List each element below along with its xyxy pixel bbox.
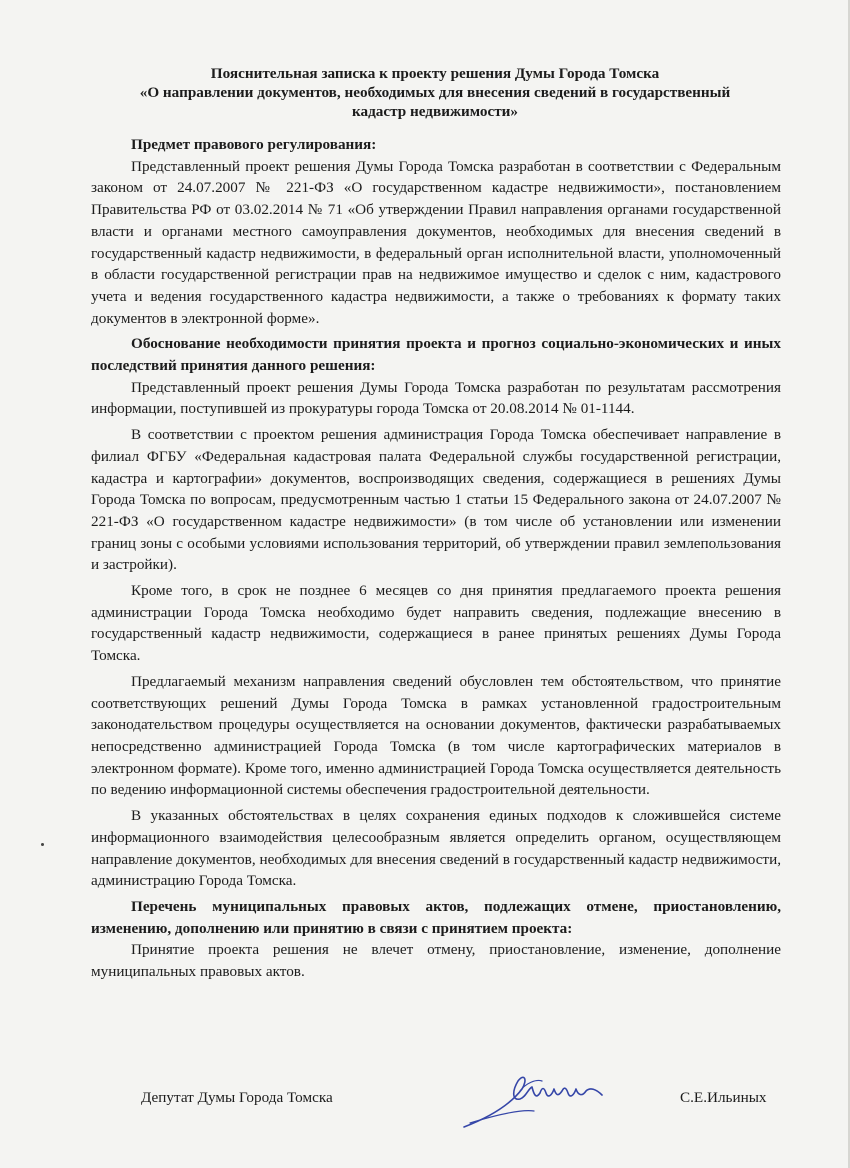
title-line-1: Пояснительная записка к проекту решения Думы Города Томска xyxy=(210,65,660,82)
section-heading-justification: Обоснование необходимости принятия проекта и прогноз социально-экономических и иных последствий принятия данного решения: xyxy=(91,335,781,375)
handwritten-signature xyxy=(450,1065,620,1135)
paragraph: Представленный проект решения Думы Города Томска разработан в соответствии с Федеральным законом от 24.07.2007 № 221-ФЗ «О государственном кадастре недвижимости», постановлением Правительства РФ от 03.02.2014 № 71 «Об утверждении Правил направления органами государственной власти и органами местного самоуправления документов, необходимых для внесения сведений в государственный кадастр недвижимости, в федеральный орган исполнительной власти, уполномоченный в области государственной регистрации прав на недвижимое имущество и сделок с ним, кадастрового учета и ведения государственного кадастра недвижимости, а также о требованиях к формату таких документов в электронной форме». xyxy=(91,157,781,327)
signatory-name: С.Е.Ильиных xyxy=(680,1089,767,1106)
section-heading-subject: Предмет правового регулирования: xyxy=(131,136,377,153)
signatory-role: Депутат Думы Города Томска xyxy=(141,1089,333,1106)
paragraph: Кроме того, в срок не позднее 6 месяцев со дня принятия предлагаемого проекта решения администрации Города Томска необходимо будет направить сведения, подлежащие внесению в государственный кадастр недвижимости, содержащиеся в ранее принятых решениях Думы Города Томска. xyxy=(91,582,781,665)
document-title xyxy=(90,64,780,121)
paragraph: Предлагаемый механизм направления сведений обусловлен тем обстоятельством, что принятие соответствующих решений Думы Города Томска в рамках установленной градостроительным законодательством процедуры осуществляется на основании документов, фактически разрабатываемых непосредственно администрацией Города Томска (в том числе картографических материалов в электронном формате). Кроме того, именно администрацией Города Томска осуществляется деятельность по ведению информационной системы обеспечения градостроительной деятельности. xyxy=(91,672,781,799)
scan-speck xyxy=(41,843,44,846)
paragraph: Принятие проекта решения не влечет отмену, приостановление, изменение, дополнение муниципальных правовых актов. xyxy=(91,941,781,981)
document-body xyxy=(91,134,781,987)
paragraph: В указанных обстоятельствах в целях сохранения единых подходов к сложившейся системе информационного взаимодействия целесообразным является определить органом, осуществляющем направление документов, необходимых для внесения сведений в государственный кадастр недвижимости, администрацию Города Томска. xyxy=(91,807,781,890)
title-line-2: «О направлении документов, необходимых для внесения сведений в государственный xyxy=(139,84,731,101)
paragraph: В соответствии с проектом решения администрация Города Томска обеспечивает направление в филиал ФГБУ «Федеральная кадастровая палата Федеральной службы государственной регистрации, кадастра и картографии» документов, воспроизводящих сведения, содержащиеся в решениях Думы Города Томска по вопросам, предусмотренным частью 1 статьи 15 Федерального закона от 24.07.2007 № 221-ФЗ «О государственном кадастре недвижимости» (в том числе об установлении или изменении границ зоны с особыми условиями использования территорий, об утверждении правил землепользования и застройки). xyxy=(91,426,781,574)
section-heading-acts-list: Перечень муниципальных правовых актов, подлежащих отмене, приостановлению, изменению, дополнению или принятию в связи с принятием проекта: xyxy=(91,897,781,937)
signature-block xyxy=(0,1085,850,1145)
title-line-3: кадастр недвижимости» xyxy=(352,103,518,120)
paragraph: Представленный проект решения Думы Города Томска разработан по результатам рассмотрения информации, поступившей из прокуратуры города Томска от 20.08.2014 № 01-1144. xyxy=(91,378,781,418)
